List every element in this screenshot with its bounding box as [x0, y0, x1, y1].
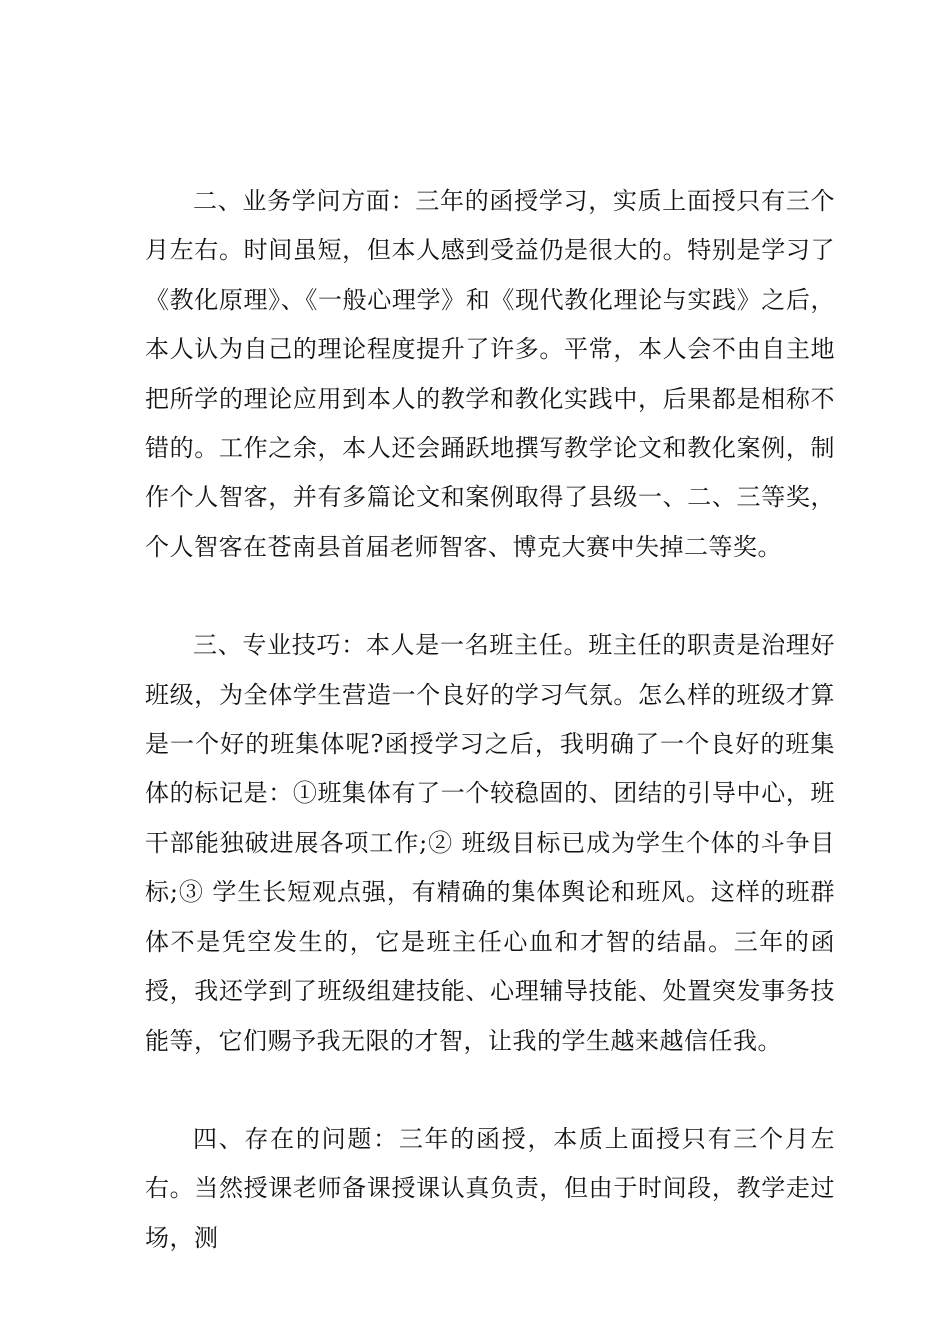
paragraph-business-knowledge: 二、业务学问方面：三年的函授学习，实质上面授只有三个月左右。时间虽短，但本人感到受益仍是很大的。特别是学习了《教化原理》、《一般心理学》和《现代教化理论与实践》之后，本人认为自己的理论程度提升了许多。平常，本人会不由自主地把所学的理论应用到本人的教学和教化实践中，后果都是相称不错的。工作之余，本人还会踊跃地撰写教学论文和教化案例，制作个人智客，并有多篇论文和案例取得了县级一、二、三等奖，个人智客在苍南县首届老师智客、博克大赛中失掉二等奖。 — [145, 187, 835, 561]
paragraph-professional-skills: 三、专业技巧：本人是一名班主任。班主任的职责是治理好班级，为全体学生营造一个良好的学习气氛。怎么样的班级才算是一个好的班集体呢?函授学习之后，我明确了一个良好的班集体的标记是：①班集体有了一个较稳固的、团结的引导中心，班干部能独破进展各项工作;② 班级目标已成为学生个体的斗争目标;③ 学生长短观点强，有精确的集体舆论和班风。这样的班群体不是凭空发生的，它是班主任心血和才智的结晶。三年的函授，我还学到了班级组建技能、心理辅导技能、处置突发事务技能等，它们赐予我无限的才智，让我的学生越来越信任我。 — [145, 631, 835, 1055]
document-body — [145, 177, 835, 1263]
paragraph-existing-problems: 四、存在的问题：三年的函授，本质上面授只有三个月左右。当然授课老师备课授课认真负责，但由于时间段，教学走过场，测 — [145, 1124, 835, 1252]
